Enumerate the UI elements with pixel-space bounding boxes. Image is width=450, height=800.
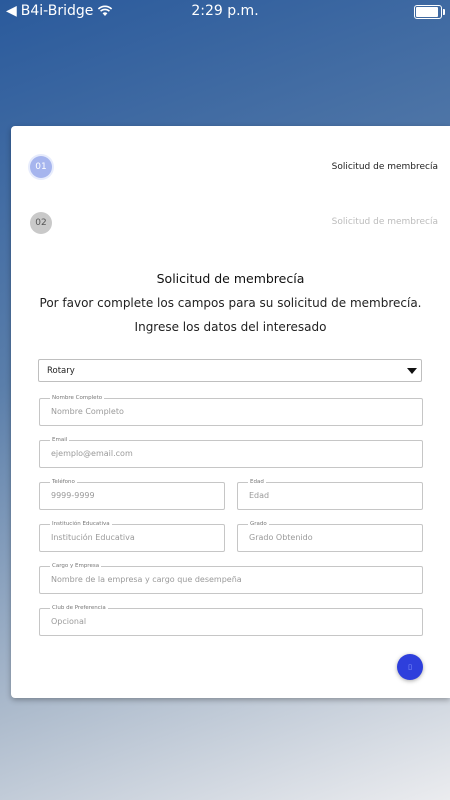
nombre-placeholder: Nombre Completo — [51, 407, 124, 416]
form-subtitle-2: Ingrese los datos del interesado — [134, 320, 327, 334]
club-placeholder: Opcional — [51, 617, 87, 626]
institucion-field[interactable] — [39, 521, 225, 552]
telefono-placeholder: 9999-9999 — [51, 491, 95, 500]
clock: 2:29 p.m. — [191, 3, 259, 19]
carrier-label[interactable]: B4i-Bridge — [20, 3, 94, 19]
step-1-label: Solicitud de membrecía — [331, 162, 438, 172]
status-bar — [0, 0, 450, 22]
form-subtitle: Por favor complete los campos para su solicitud de membrecía. — [39, 296, 422, 310]
battery-icon — [414, 5, 442, 19]
next-button[interactable] — [397, 654, 423, 680]
step-2-indicator[interactable] — [30, 212, 52, 234]
telefono-field[interactable] — [39, 479, 225, 510]
club-label: Club de Preferencia — [52, 605, 106, 611]
grado-field[interactable] — [237, 521, 423, 552]
club-type-value: Rotary — [47, 365, 75, 376]
institucion-placeholder: Institución Educativa — [51, 533, 135, 542]
grado-placeholder: Grado Obtenido — [249, 533, 313, 542]
form-title: Solicitud de membrecía — [156, 271, 305, 286]
nombre-field[interactable] — [39, 395, 423, 426]
next-icon: ▯ — [408, 663, 412, 671]
form-card — [11, 126, 450, 698]
email-field[interactable] — [39, 437, 423, 468]
nombre-label: Nombre Completo — [52, 395, 103, 401]
email-placeholder: ejemplo@email.com — [51, 449, 133, 458]
club-field[interactable] — [39, 605, 423, 636]
step-1-indicator[interactable] — [30, 156, 52, 178]
edad-field[interactable] — [237, 479, 423, 510]
cargo-label: Cargo y Empresa — [52, 563, 100, 569]
back-arrow-icon[interactable]: ◀ — [6, 3, 17, 19]
step-2-number: 02 — [35, 218, 47, 228]
institucion-label: Institución Educativa — [52, 521, 110, 527]
cargo-field[interactable] — [39, 563, 423, 594]
cargo-placeholder: Nombre de la empresa y cargo que desempeña — [51, 575, 242, 584]
edad-label: Edad — [250, 479, 264, 485]
step-2-label: Solicitud de membrecía — [331, 217, 438, 227]
dropdown-caret-icon[interactable] — [407, 368, 417, 374]
step-1-number: 01 — [35, 162, 47, 172]
grado-label: Grado — [250, 521, 267, 527]
edad-placeholder: Edad — [249, 491, 270, 500]
telefono-label: Teléfono — [52, 479, 75, 485]
club-type-select[interactable] — [38, 359, 422, 382]
email-label: Email — [52, 437, 68, 443]
